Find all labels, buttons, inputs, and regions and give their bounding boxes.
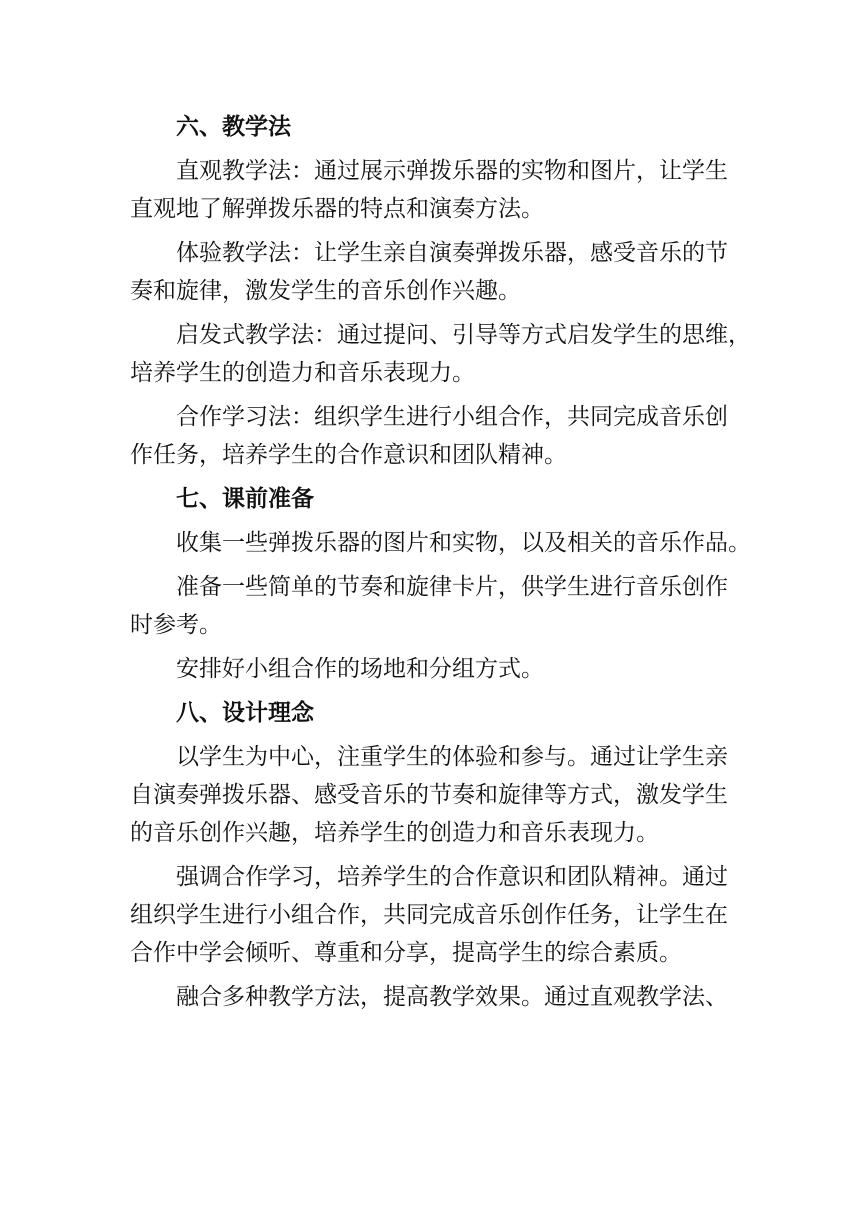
text-line: 准备一些简单的节奏和旋律卡片，供学生进行音乐创作 (176, 574, 728, 600)
text-line: 以学生为中心，注重学生的体验和参与。通过让学生亲 (176, 744, 728, 770)
text-line: 安排好小组合作的场地和分组方式。 (176, 656, 544, 682)
text-line: 合作中学会倾听、尊重和分享，提高学生的综合素质。 (130, 940, 682, 966)
paragraph-heuristic-method (130, 320, 751, 388)
text-line: 培养学生的创造力和音乐表现力。 (130, 360, 475, 386)
paragraph-cooperative-method (130, 402, 740, 470)
paragraph-cooperative-learning (130, 862, 740, 968)
paragraph-arrange-groups (130, 654, 740, 684)
paragraph-experience-method (130, 238, 740, 306)
paragraph-intuitive-method (130, 156, 740, 224)
section-heading-preparation: 七、课前准备 (176, 485, 314, 512)
text-line: 时参考。 (130, 612, 222, 638)
text-line: 直观教学法：通过展示弹拨乐器的实物和图片，让学生 (176, 158, 728, 184)
paragraph-multiple-methods (130, 982, 740, 1012)
document-page (130, 112, 751, 1026)
text-line: 合作学习法：组织学生进行小组合作，共同完成音乐创 (176, 404, 728, 430)
paragraph-prepare-cards (130, 572, 740, 640)
text-line: 组织学生进行小组合作，共同完成音乐创作任务，让学生在 (130, 902, 728, 928)
text-line: 启发式教学法：通过提问、引导等方式启发学生的思维， (176, 322, 751, 348)
text-line: 强调合作学习，培养学生的合作意识和团队精神。通过 (176, 864, 728, 890)
text-line: 奏和旋律，激发学生的音乐创作兴趣。 (130, 278, 521, 304)
section-heading-teaching-methods: 六、教学法 (176, 113, 291, 140)
text-line: 体验教学法：让学生亲自演奏弹拨乐器，感受音乐的节 (176, 240, 728, 266)
paragraph-student-centered (130, 742, 740, 848)
text-line: 收集一些弹拨乐器的图片和实物，以及相关的音乐作品。 (176, 530, 751, 556)
paragraph-collect-materials (130, 528, 751, 558)
section-heading-design-concept: 八、设计理念 (176, 699, 314, 726)
text-line: 自演奏弹拨乐器、感受音乐的节奏和旋律等方式，激发学生 (130, 782, 728, 808)
text-line: 的音乐创作兴趣，培养学生的创造力和音乐表现力。 (130, 820, 659, 846)
text-line: 直观地了解弹拨乐器的特点和演奏方法。 (130, 196, 544, 222)
text-line: 作任务，培养学生的合作意识和团队精神。 (130, 442, 567, 468)
text-line: 融合多种教学方法，提高教学效果。通过直观教学法、 (176, 984, 728, 1010)
